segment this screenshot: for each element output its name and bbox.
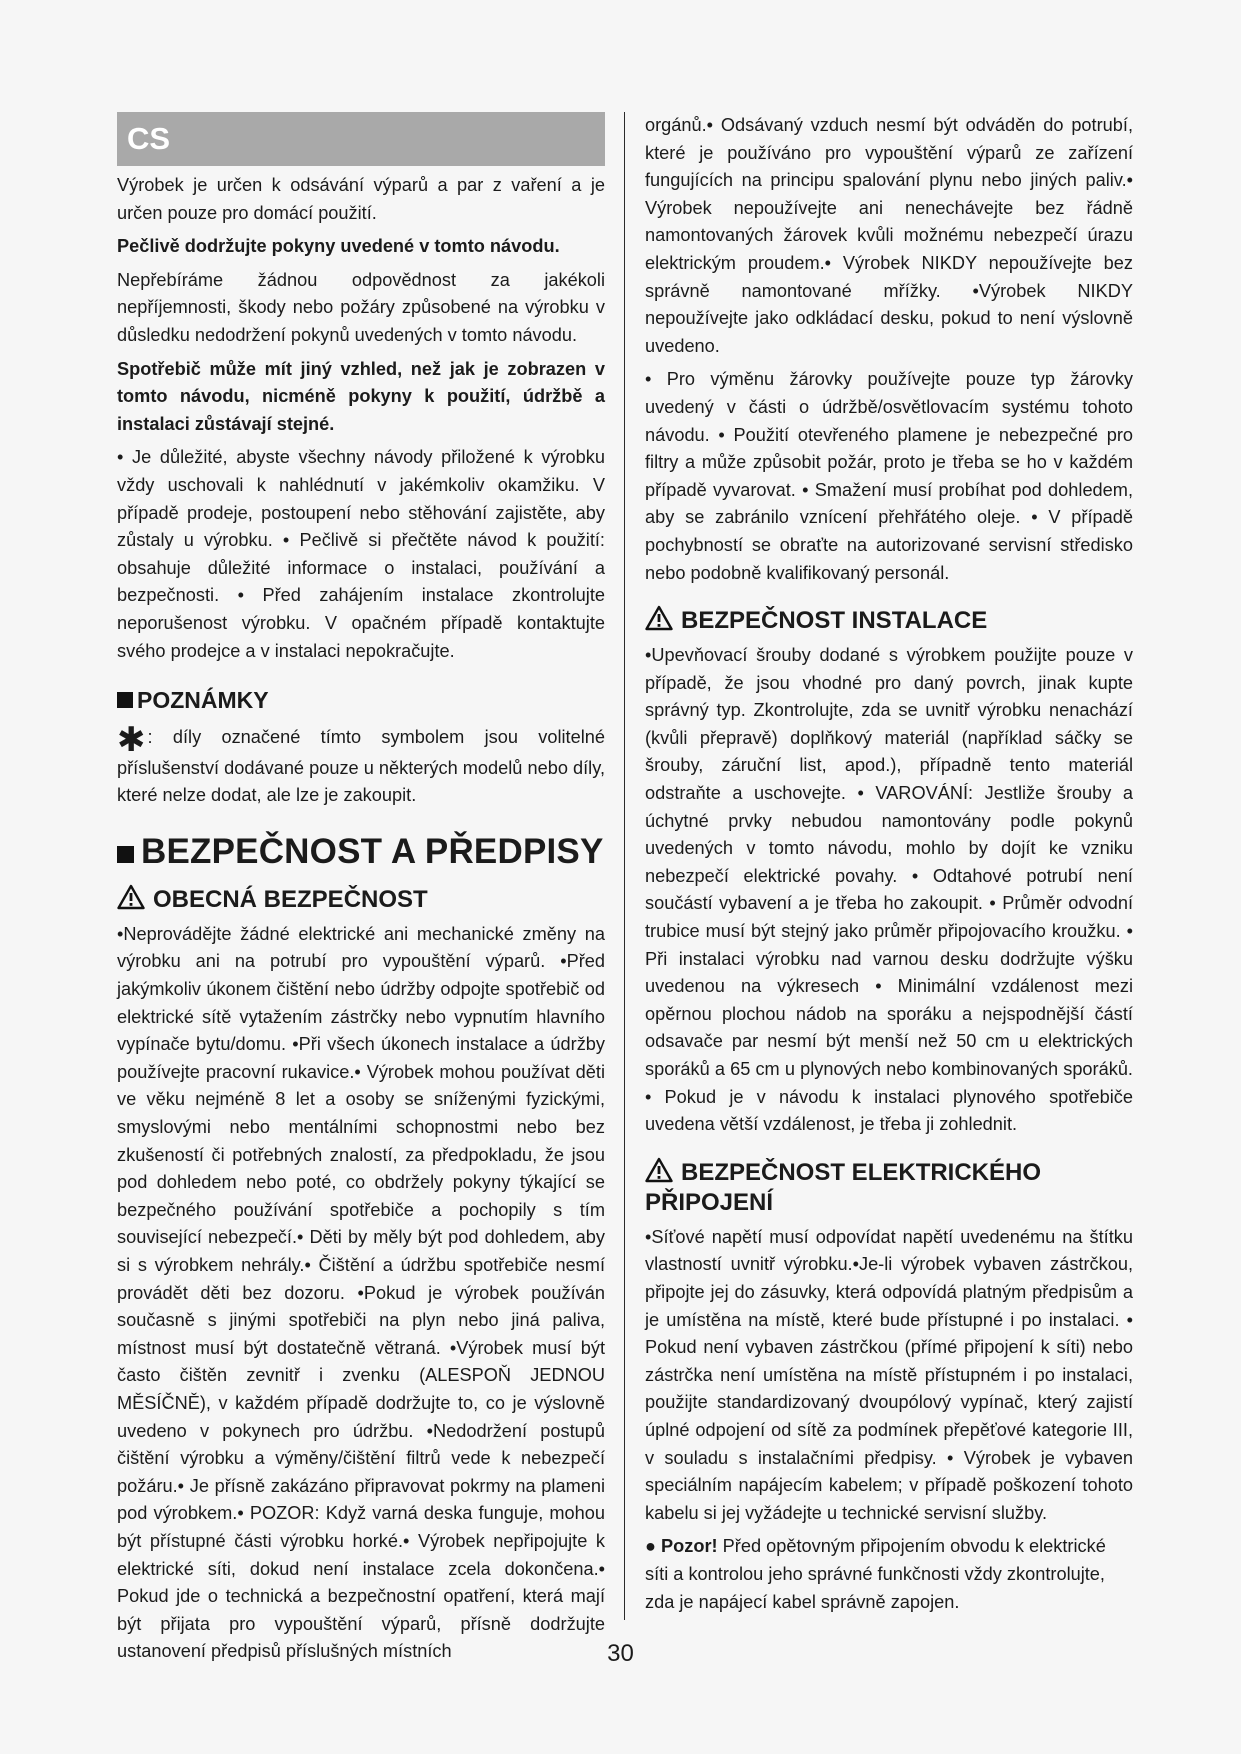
intro-paragraph: Výrobek je určen k odsávání výparů a par z vaření a je určen pouze pro domácí použití.: [117, 175, 605, 223]
notes-heading: POZNÁMKY: [117, 687, 605, 714]
notes-paragraph: ✱ : díly označené tímto symbolem jsou volitelné příslušenství dodávané pouze u některých modelů nebo díly, které nelze dodat, ale lze je zakoupit.: [117, 721, 605, 806]
liability-paragraph: Nepřebíráme žádnou odpovědnost za jakékoli nepříjemnosti, škody nebo požáry způsobené na výrobku v důsledku nedodržení pokynů uvedených v tomto návodu.: [117, 269, 605, 345]
language-code-bar: CS: [117, 112, 605, 166]
installation-safety-text: •Upevňovací šrouby dodané s výrobkem použijte pouze v případě, že jsou vhodné pro daný povrch, jinak kupte správný typ. Zkontrolujte, zda se uvnitř výrobku nenachází (kvůli přepravě) doplňkový materiál (například sáčky se šrouby, záruční list, apod.), případně tento materiál odstraňte a uschovejte. • VAROVÁNÍ: Jestliže šrouby a úchytné prvky nebudou namontovány podle pokynů uvedených v tomto návodu, mohlo by dojít ke vzniku nebezpečí elektrické povahy. • Odtahové potrubí není součástí vybavení a je třeba ho zakoupit. • Průměr odvodní trubice musí být stejný jako průměr připojovacího kroužku. • Při instalaci výrobku nad varnou desku dodržujte výšku uvedenou na výkresech • Minimální vzdálenost mezi opěrnou plochou nádob na sporáku a nejspodnější částí odsavače par nesmí být menší než 50 cm u elektrických sporáků a 65 cm u plynových nebo kombinovaných sporáků. • Pokud je v návodu k instalaci plynového spotřebiče uvedena větší vzdálenost, je třeba ji zohlednit.: [645, 645, 1133, 1135]
instructions-bold-notice: Pečlivě dodržujte pokyny uvedené v tomto návodu.: [117, 236, 560, 257]
asterisk-icon: ✱: [117, 721, 146, 760]
pozor-label: ● Pozor!: [645, 1536, 718, 1557]
right-column: [645, 112, 1133, 1622]
page-number: 30: [607, 1640, 634, 1667]
pozor-notice: [645, 1533, 1133, 1616]
installation-safety-heading: BEZPEČNOST INSTALACE: [645, 605, 1133, 636]
appearance-bold-notice: Spotřebič může mít jiný vzhled, než jak je zobrazen v tomto návodu, nicméně pokyny k použití, údržbě a instalaci zůstávají stejné.: [117, 358, 605, 434]
column-divider: [624, 112, 625, 1620]
pozor-text: Před opětovným připojením obvodu k elektrické síti a kontrolou jeho správné funkčnosti vždy zkontrolujte, zda je napájecí kabel správně zapojen.: [645, 1536, 1106, 1612]
warning-triangle-icon: [645, 605, 673, 631]
bulb-safety-paragraph: • Pro výměnu žárovky používejte pouze typ žárovky uvedený v části o údržbě/osvětlovacím systému tohoto návodu. • Použití otevřeného plamene je nebezpečné pro filtry a může způsobit požár, proto je třeba se ho v každém případě vyvarovat. • Smažení musí probíhat pod dohledem, aby se zabránilo vznícení přehřátého oleje. • V případě pochybností se obraťte na autorizované servisní středisko nebo podobně kvalifikovaný personál.: [645, 369, 1133, 583]
general-safety-continued: orgánů.• Odsávaný vzduch nesmí být odváděn do potrubí, které je používáno pro vypouštění výparů ze zařízení fungujících na principu spalování plynu nebo jiných paliv.• Výrobek nepoužívejte ani nenechávejte bez řádně namontovaných žárovek kvůli možnému nebezpečí úrazu elektrickým proudem.• Výrobek NIKDY nepoužívejte bez správně namontované mřížky. •Výrobek NIKDY nepoužívejte jako odkládací desku, pokud to není výslovně uvedeno.: [645, 115, 1133, 356]
left-column: [117, 112, 605, 1672]
general-safety-text: •Neprovádějte žádné elektrické ani mechanické změny na výrobku ani na potrubí pro vypouštění výparů. •Před jakýmkoliv úkonem čištění nebo údržby odpojte spotřebič od elektrické sítě vytažením zástrčky nebo vypnutím hlavního vypínače bytu/domu. •Při všech úkonech instalace a údržby používejte pracovní rukavice.• Výrobek mohou používat děti ve věku nejméně 8 let a osoby se sníženými fyzickými, smyslovými nebo mentálními schopnostmi nebo bez zkušeností či potřebných znalostí, za předpokladu, že jsou pod dohledem nebo poté, co obdržely pokyny týkající se bezpečného používání spotřebiče a pochopily s tím související nebezpečí.• Děti by měly být pod dohledem, aby si s výrobkem nehrály.• Čištění a údržbu spotřebiče nesmí provádět děti bez dozoru. •Pokud je výrobek používán současně s jinými spotřebiči na plyn nebo jiná paliva, místnost musí být dostatečně větraná. •Výrobek musí být často čištěn zevnitř i zvenku (ALESPOŇ JEDNOU MĚSÍČNĚ), v každém případě dodržujte to, co je výslovně uvedeno v pokynech pro údržbu. •Nedodržení postupů čištění výrobku a výměny/čištění filtrů vede k nebezpečí požáru.• Je přísně zakázáno připravovat pokrmy na plameni pod výrobkem.• POZOR: Když varná deska funguje, mohou být přístupné části výrobku horké.• Výrobek nepřipojujte k elektrické síti, dokud není instalace zcela dokončena.• Pokud jde o technická a bezpečnostní opatření, která mají být přijata pro vypouštění výparů, přísně dodržujte ustanovení předpisů příslušných místních: [117, 923, 605, 1662]
general-safety-heading: OBECNÁ BEZPEČNOST: [117, 884, 605, 915]
warning-triangle-icon: [645, 1157, 673, 1183]
square-bullet-icon: [117, 692, 133, 708]
square-bullet-icon: [117, 846, 134, 863]
warning-triangle-icon: [117, 884, 145, 910]
keep-manuals-paragraph: • Je důležité, abyste všechny návody přiložené k výrobku vždy uschovali k nahlédnutí v jakémkoliv okamžiku. V případě prodeje, postoupení nebo stěhování zajistěte, aby zůstaly u výrobku. • Pečlivě si přečtěte návod k použití: obsahuje důležité informace o instalaci, používání a bezpečnosti. • Před zahájením instalace zkontrolujte neporušenost výrobku. V opačném případě kontaktujte svého prodejce a v instalaci nepokračujte.: [117, 447, 605, 661]
electrical-safety-text: •Síťové napětí musí odpovídat napětí uvedenému na štítku vlastností uvnitř výrobku.•Je-li výrobek vybaven zástrčkou, připojte jej do zásuvky, která odpovídá platným předpisům a je umístěna na místě, které bude přístupné i po instalaci. • Pokud není vybaven zástrčkou (přímé připojení k síti) nebo zástrčka není umístěna na místě přístupném i po instalaci, použijte standardizovaný dvoupólový vypínač, který zajistí úplné odpojení od sítě za podmínek přepěťové kategorie III, v souladu s instalačními předpisy. • Výrobek je vybaven speciálním napájecím kabelem; v případě poškození tohoto kabelu si jej vyžádejte u technické servisní služby.: [645, 1226, 1133, 1523]
safety-regulations-heading: BEZPEČNOST A PŘEDPISY: [117, 832, 605, 872]
electrical-safety-heading: BEZPEČNOST ELEKTRICKÉHO PŘIPOJENÍ: [645, 1158, 1042, 1216]
